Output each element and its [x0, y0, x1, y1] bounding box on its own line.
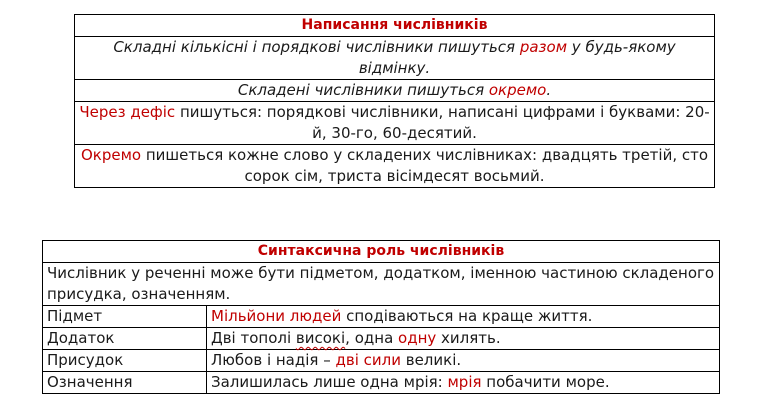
text: великі.	[400, 351, 462, 369]
role-cell: Додаток	[43, 328, 207, 350]
highlight: разом	[519, 38, 568, 56]
table-row	[43, 350, 720, 372]
text: у будь-якому відмінку.	[358, 38, 676, 77]
spelling-row-separate	[75, 80, 715, 102]
example-cell	[207, 350, 720, 372]
spellcheck-word: високі	[295, 329, 346, 347]
role-cell: Підмет	[43, 306, 207, 328]
table-row	[43, 328, 720, 350]
table-row	[43, 372, 720, 394]
highlight: одну	[398, 329, 437, 347]
text: .	[546, 81, 552, 99]
text: Складні кількісні і порядкові числівники пишуться	[113, 38, 520, 56]
text: Дві тополі	[211, 329, 296, 347]
highlight: мрія	[447, 373, 482, 391]
highlight: окремо	[488, 81, 547, 99]
text: сподіваються на краще життя.	[341, 307, 593, 325]
highlight: Через дефіс	[79, 103, 176, 121]
highlight: Мільйони людей	[211, 307, 342, 325]
syntax-table	[42, 240, 720, 394]
highlight: дві сили	[335, 351, 401, 369]
spelling-row-hyphen	[75, 102, 715, 145]
example-cell	[207, 306, 720, 328]
spelling-row-each-word	[75, 145, 715, 188]
table-row	[43, 306, 720, 328]
syntax-intro: Числівник у реченні може бути підметом, додатком, іменною частиною складеного присудка, означенням.	[43, 263, 720, 306]
text: пишеться кожне слово у складених числівниках: двадцять третій, сто сорок сім, триста вісімдесят восьмий.	[141, 146, 709, 185]
example-cell	[207, 328, 720, 350]
text: хилять.	[436, 329, 501, 347]
spelling-row-together	[75, 37, 715, 80]
text: побачити море.	[481, 373, 610, 391]
spelling-table	[74, 14, 715, 188]
text: Любов і надія –	[211, 351, 336, 369]
role-cell: Присудок	[43, 350, 207, 372]
text: пишуться: порядкові числівники, написані цифрами і буквами: 20-й, 30-го, 60-десятий.	[175, 103, 710, 142]
example-cell	[207, 372, 720, 394]
role-cell: Означення	[43, 372, 207, 394]
highlight: Окремо	[80, 146, 142, 164]
text: Складені числівники пишуться	[237, 81, 489, 99]
text: Залишилась лише одна мрія:	[211, 373, 448, 391]
syntax-title: Синтаксична роль числівників	[43, 241, 720, 263]
text: , одна	[345, 329, 399, 347]
spelling-title: Написання числівників	[75, 15, 715, 37]
